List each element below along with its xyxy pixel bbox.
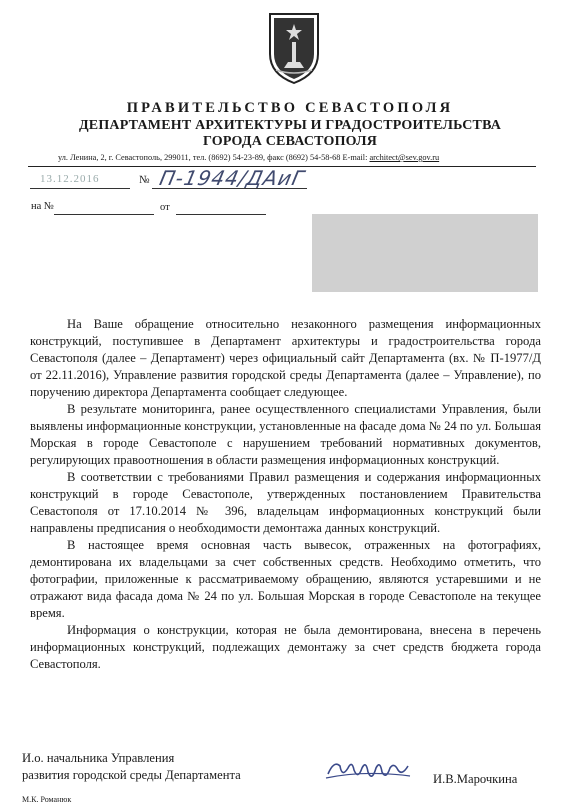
signatory-position [22,750,241,784]
reference-date-underline [176,214,266,215]
email-link[interactable]: architect@sev.gov.ru [369,153,440,162]
letter-body [30,316,541,673]
reference-number-label: на № [31,201,54,212]
body-paragraph-1: На Ваше обращение относительно незаконного размещения информационных конструкций, поступившее в Департамент архитектуры и градостроительства города Севастополя (далее – Департамент) через официальный сайт Департамента (вх. № П-1977/Д от 22.11.2016), Управление развития городской среды Департамента (далее – Управление), по поручению директора Департамента сообщает следующее. [30,317,541,399]
executor-name: М.К. Романюк [22,795,72,804]
body-paragraph-4: В настоящее время основная часть вывесок, отраженных на фотографиях, демонтирована их владельцами за счет собственных средств. Необходимо отметить, что фотографии, приложенные к рассматриваемому обращению, являются устаревшими и не отражают вида фасада дома № 24 по ул. Большая Морская в городе Севастополе на текущее время. [30,538,541,620]
body-paragraph-5: Информация о конструкции, которая не была демонтирована, внесена в перечень информационных конструкций, подлежащих демонтажу за счет средств бюджета города Севастополя. [30,623,541,671]
registration-date-stamp: 13.12.2016 [40,173,100,185]
signatory-name: И.В.Марочкина [433,772,518,786]
redacted-recipient-block [312,214,538,292]
body-paragraph-3: В соответствии с требованиями Правил размещения и содержания информационных конструкций в городе Севастополе, утвержденных постановлением Правительства Севастополя от 17.10.2014 № 396, владельцам информационных конструкций были направлены предписания о необходимости демонтажа данных конструкций. [30,470,541,535]
reference-date-label: от [160,202,170,213]
signatory-position-line1: И.о. начальника Управления [22,751,175,765]
contacts-line [58,153,538,162]
handwritten-signature-icon [324,756,412,786]
contacts-address: ул. Ленина, 2, г. Севастополь, 299011, тел. (8692) 54-23-89, факс (8692) 54-58-68 E-mail: [58,153,370,162]
sevastopol-coat-of-arms-icon [266,10,322,86]
registration-number-label: № [139,174,150,186]
signatory-position-line2: развития городской среды Департамента [22,768,241,782]
registration-number-handwritten: П-1944/ДАиГ [157,166,307,190]
city-title: ГОРОДА СЕВАСТОПОЛЯ [202,134,378,149]
registration-number-underline [152,188,307,189]
reference-number-underline [54,214,154,215]
government-title: ПРАВИТЕЛЬСТВО СЕВАСТОПОЛЯ [126,100,454,116]
body-paragraph-2: В результате мониторинга, ранее осуществленного специалистами Управления, были выявлены информационные конструкции, установленные на фасаде дома № 24 по ул. Большая Морская в городе Севастополе с нарушением требований нормативных документов, регулирующих правоотношения в области размещения информационных конструкций. [30,402,541,467]
department-title: ДЕПАРТАМЕНТ АРХИТЕКТУРЫ И ГРАДОСТРОИТЕЛЬСТВА [78,118,502,133]
registration-date-underline [30,188,130,189]
